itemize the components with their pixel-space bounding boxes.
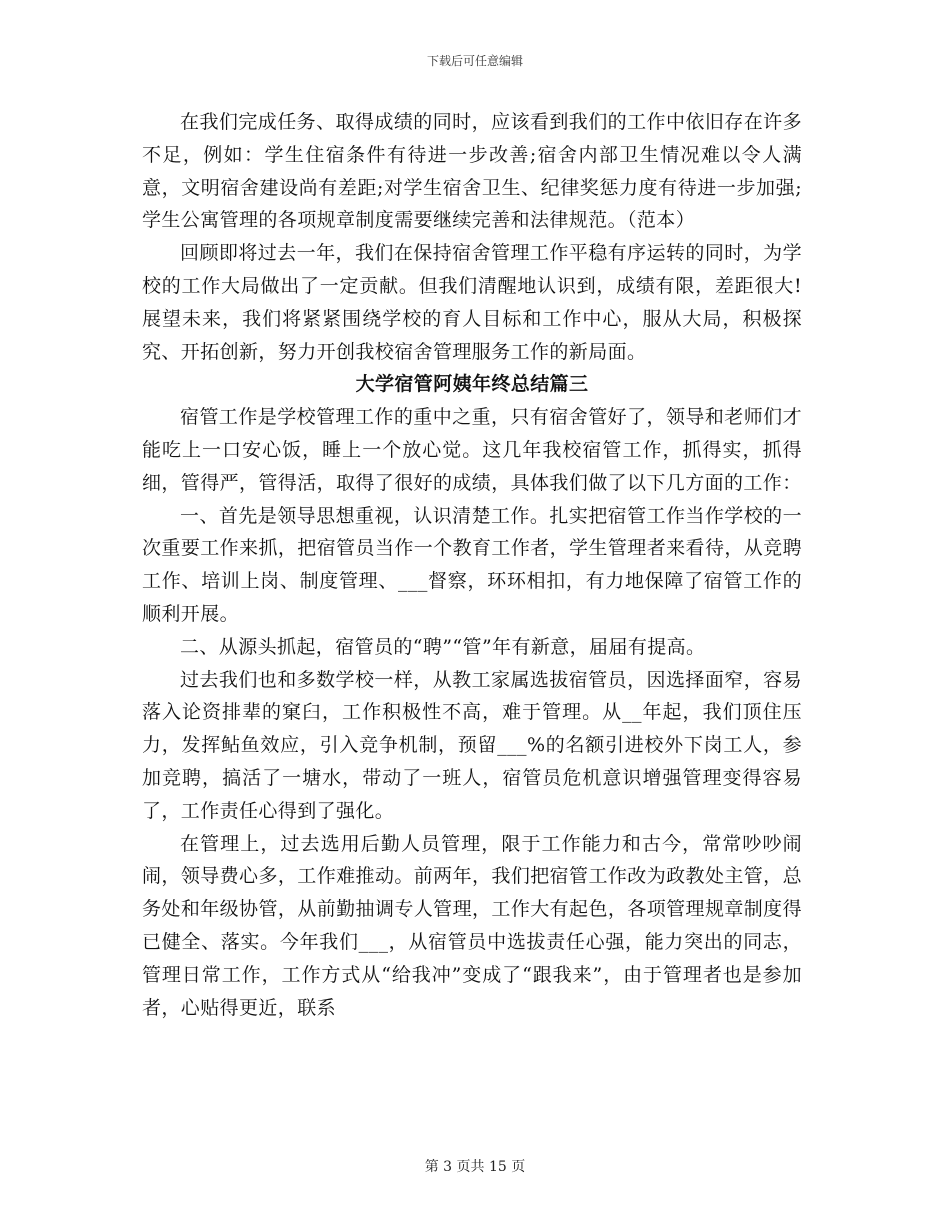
paragraph-review: 回顾即将过去一年，我们在保持宿舍管理工作平稳有序运转的同时，为学校的工作大局做出了一定贡献。但我们清醒地认识到，成绩有限，差距很大!展望未来，我们将紧紧围绕学校的育人目标和工作中心，服从大局，积极探究、开拓创新，努力开创我校宿舍管理服务工作的新局面。 <box>142 242 802 363</box>
paragraph-management: 在管理上，过去选用后勤人员管理，限于工作能力和古今，常常吵吵闹闹，领导费心多，工作难推动。前两年，我们把宿管工作改为政教处主管，总务处和年级协管，从前勤抽调专人管理，工作大有起色，各项管理规章制度得已健全、落实。今年我们___，从宿管员中选拔责任心强，能力突出的同志，管理日常工作，工作方式从“给我冲”变成了“跟我来”，由于管理者也是参加者，心贴得更近，联系 <box>142 832 802 1019</box>
section-title: 大学宿管阿姨年终总结篇三 <box>355 373 589 396</box>
page-number: 第 3 页共 15 页 <box>424 1159 526 1175</box>
paragraph-intro: 宿管工作是学校管理工作的重中之重，只有宿舍管好了，领导和老师们才能吃上一口安心饭，睡上一个放心觉。这几年我校宿管工作，抓得实，抓得细，管得严，管得活，取得了很好的成绩，具体我们做了以下几方面的工作： <box>142 406 802 494</box>
paragraph-shortcomings: 在我们完成任务、取得成绩的同时，应该看到我们的工作中依旧存在许多不足，例如：学生住宿条件有待进一步改善;宿舍内部卫生情况难以令人满意，文明宿舍建设尚有差距;对学生宿舍卫生、纪律奖惩力度有待进一步加强;学生公寓管理的各项规章制度需要继续完善和法律规范。（范本） <box>142 111 802 232</box>
paragraph-history: 过去我们也和多数学校一样，从教工家属选拔宿管员，因选择面窄，容易落入论资排辈的窠臼，工作积极性不高，难于管理。从__年起，我们顶住压力，发挥鲇鱼效应，引入竞争机制，预留___%的名额引进校外下岗工人，参加竞聘，搞活了一塘水，带动了一班人，宿管员危机意识增强管理变得容易了，工作责任心得到了强化。 <box>142 668 802 822</box>
paragraph-point-two: 二、从源头抓起，宿管员的“聘”“管”年有新意，届届有提高。 <box>180 635 706 658</box>
page-header-note: 下载后可任意编辑 <box>426 54 523 68</box>
document-body <box>142 106 802 1024</box>
paragraph-point-one: 一、首先是领导思想重视，认识清楚工作。扎实把宿管工作当作学校的一次重要工作来抓，把宿管员当作一个教育工作者，学生管理者来看待，从竞聘工作、培训上岗、制度管理、___督察，环环相扣，有力地保障了宿管工作的顺利开展。 <box>142 504 802 625</box>
